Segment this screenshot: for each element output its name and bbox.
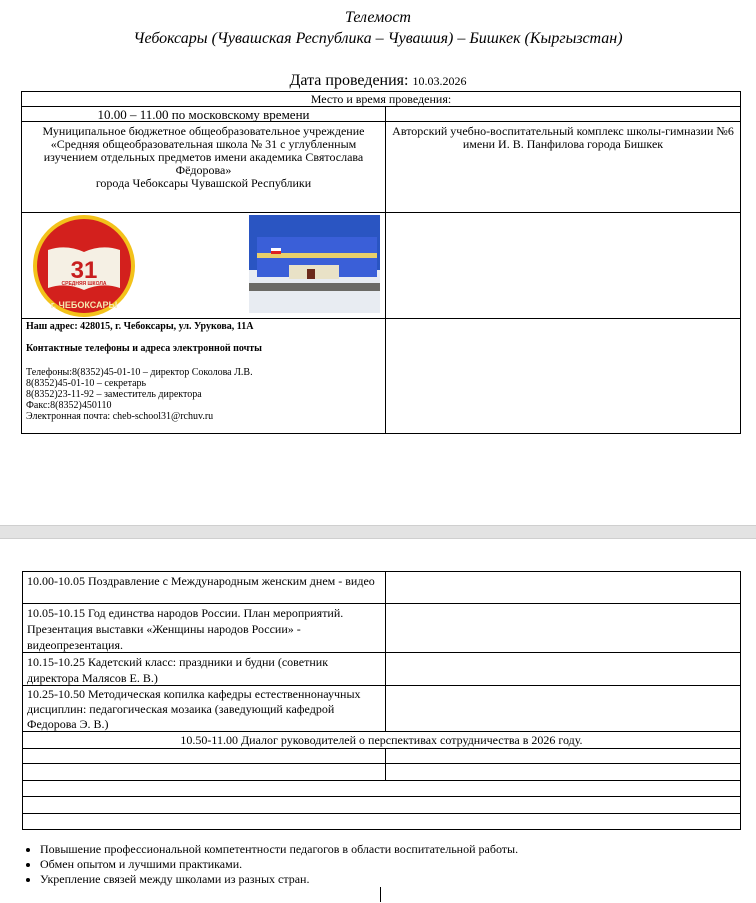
empty-row [22,813,741,830]
doc-title: Телемост [345,9,411,26]
contact-line: Факс:8(8352)450110 [26,400,112,411]
contact-line: 8(8352)45-01-10 – секретарь [26,378,147,389]
goal-item: • Укрепление связей между школами из разных стран. [40,872,518,887]
contact-line: 8(8352)23-11-92 – заместитель директора [26,389,202,400]
contact-email: Электронная почта: cheb-school31@rchuv.ru [26,411,214,422]
goal-item: • Повышение профессиональной компетентности педагогов в области воспитательной работы. [40,842,518,857]
svg-text:31: 31 [70,257,98,284]
schedule-row: 10.15-10.25 Кадетский класс: праздники и будни (советник директора Малясов Е. В.) [22,652,386,686]
time-cell: 10.00 – 11.00 по московскому времени [21,106,386,122]
page-break [0,525,756,539]
empty-row [22,796,741,814]
empty-cell [22,763,386,781]
doc-subtitle: Чебоксары (Чувашская Республика – Чувашия) – Бишкек (Кыргызстан) [133,30,623,47]
school-logo [30,214,138,318]
address: Наш адрес: 428015, г. Чебоксары, ул. Урукова, 11А [26,321,254,332]
empty-cell [22,748,386,764]
date-value: 10.03.2026 [412,74,467,88]
place-time-header: Место и время проведения: [21,91,741,107]
schedule-row: 10.25-10.50 Методическая копилка кафедры естественнонаучных дисциплин: педагогическая мозаика (заведующий кафедрой Федорова Э. В.) [22,685,386,732]
contact-line: Телефоны:8(8352)45-01-10 – директор Соколова Л.В. [26,367,253,378]
empty-cell [385,748,741,764]
school-left-cell [21,121,386,213]
empty-cell [385,763,741,781]
empty-cell [385,571,741,604]
date-label: Дата проведения: [289,72,409,89]
school-left-city: города Чебоксары Чувашской Республики [95,176,312,190]
contacts-cell [21,318,386,434]
empty-cell [385,603,741,653]
empty-cell [385,652,741,686]
goal-item: • Обмен опытом и лучшими практиками. [40,857,518,872]
svg-text:СРЕДНЯЯ ШКОЛА: СРЕДНЯЯ ШКОЛА [61,281,107,287]
school-right-cell: Авторский учебно-воспитательный комплекс школы-гимназии №6 имени И. В. Панфилова города Бишкек [385,121,741,213]
schedule-row: 10.00-10.05 Поздравление с Международным женским днем - видео [22,571,386,604]
schedule-row: 10.05-10.15 Год единства народов России. План мероприятий. Презентация выставки «Женщины народов России» - видеопрезентация. [22,603,386,653]
images-cell [21,212,386,319]
contacts-heading: Контактные телефоны и адреса электронной почты [26,343,262,354]
date-line [0,72,756,90]
school-left-name: Муниципальное бюджетное общеобразовательное учреждение «Средняя общеобразовательная школа № 31 с углубленным изучением отдельных предметов имени академика Святослава Фёдорова» [42,124,365,177]
text-cursor [380,887,381,902]
school-building-photo [249,215,380,313]
empty-cell [385,685,741,732]
empty-cell [385,106,741,122]
empty-cell [385,212,741,319]
dialog-row: 10.50-11.00 Диалог руководителей о перспективах сотрудничества в 2026 году. [22,731,741,749]
empty-row [22,780,741,797]
svg-text:г. ЧЕБОКСАРЫ: г. ЧЕБОКСАРЫ [50,300,118,310]
empty-cell [385,318,741,434]
goals-list [22,842,518,887]
